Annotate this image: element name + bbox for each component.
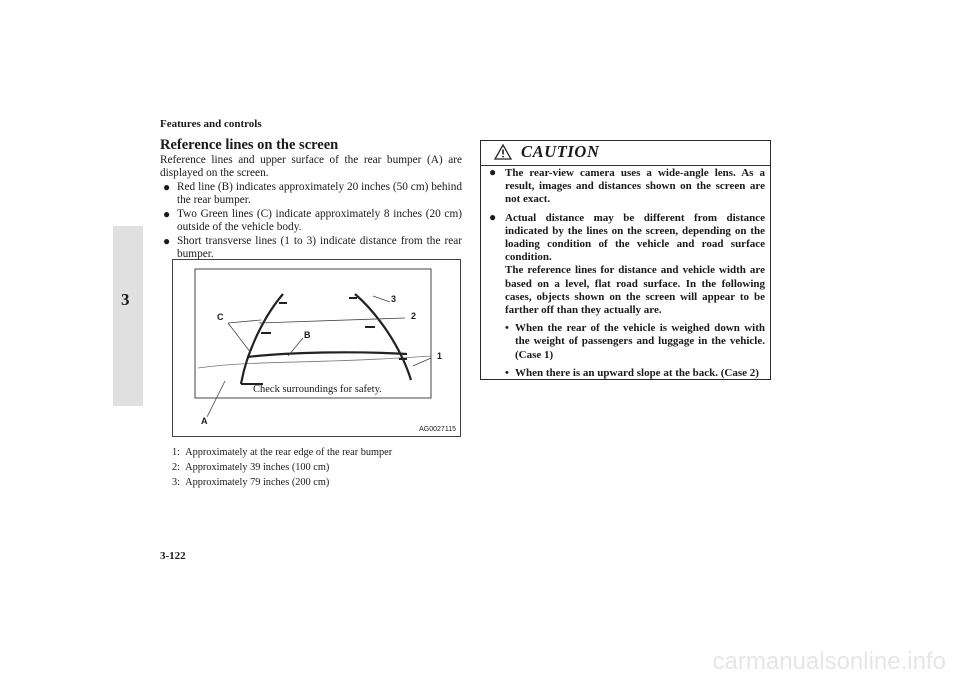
screen-message: Check surroundings for safety. — [253, 384, 382, 395]
watermark-text: carmanualsonline.info — [712, 648, 946, 675]
caution-subitem: • When there is an upward slope at the back. (Case 2) — [505, 366, 759, 379]
caution-followup: The reference lines for distance and vehicle width are based on a level, flat road surface. In the following cases, objects shown on the screen will appear to be farther off than they actually are. — [505, 264, 765, 317]
label-1: 1 — [437, 351, 443, 361]
caution-item: ● The rear-view camera uses a wide-angle lens. As a result, images and distances shown on the screen are not exact. — [489, 165, 765, 206]
list-item: ● Short transverse lines (1 to 3) indicate distance from the rear bumper. — [163, 233, 462, 261]
running-header: Features and controls — [160, 118, 262, 130]
figure-legend — [172, 445, 392, 490]
list-item: ● Two Green lines (C) indicate approximately 8 inches (20 cm) outside of the vehicle body. — [163, 206, 462, 234]
bullet-icon: ● — [489, 165, 497, 179]
sub-bullet-icon: • — [505, 322, 509, 335]
page-number: 3-122 — [160, 550, 186, 562]
chapter-number: 3 — [121, 290, 130, 309]
sub-bullet-icon: • — [505, 366, 509, 379]
intro-paragraph: Reference lines and upper surface of the rear bumper (A) are displayed on the screen. — [160, 154, 462, 180]
label-3: 3 — [391, 294, 397, 304]
label-a: A — [201, 416, 208, 426]
warning-triangle-icon — [494, 144, 512, 160]
label-b: B — [304, 330, 311, 340]
caution-title: CAUTION — [521, 142, 600, 161]
legend-item: 3: Approximately 79 inches (200 cm) — [172, 477, 330, 488]
figure-code: AG0027115 — [419, 426, 456, 433]
bullet-list — [163, 181, 462, 261]
label-c: C — [217, 312, 224, 322]
caution-box — [480, 140, 771, 380]
camera-screen-illustration — [173, 260, 462, 438]
legend-item: 2: Approximately 39 inches (100 cm) — [172, 462, 330, 473]
caution-header — [481, 141, 770, 166]
bullet-icon: ● — [163, 233, 171, 248]
label-2: 2 — [411, 311, 417, 321]
legend-item: 1: Approximately at the rear edge of the rear bumper — [172, 447, 393, 458]
bullet-icon: ● — [163, 206, 171, 221]
reference-lines-figure — [172, 259, 461, 437]
bullet-icon: ● — [163, 180, 171, 194]
bullet-icon: ● — [489, 209, 497, 224]
list-item: ● Red line (B) indicates approximately 20 inches (50 cm) behind the rear bumper. — [163, 180, 462, 207]
chapter-tab — [113, 226, 143, 406]
caution-body — [489, 167, 765, 385]
caution-subitem: • When the rear of the vehicle is weighed down with the weight of passengers and luggage in the vehicle. (Case 1) — [505, 322, 765, 361]
caution-item: ● Actual distance may be different from distance indicated by the lines on the screen, depending on the loading condition of the vehicle and road surface condition. The reference lines for distance and vehicle width are based on a level, flat road surface. In the following cases, objects shown on the screen will appear to be farther off than they actually are. • When the rear of the vehicle is weighed down with the weight of passengers and luggage in the vehicle. (Case 1) • When there is an upward slope at the back. (Case 2) — [489, 209, 765, 379]
section-title: Reference lines on the screen — [160, 137, 339, 153]
